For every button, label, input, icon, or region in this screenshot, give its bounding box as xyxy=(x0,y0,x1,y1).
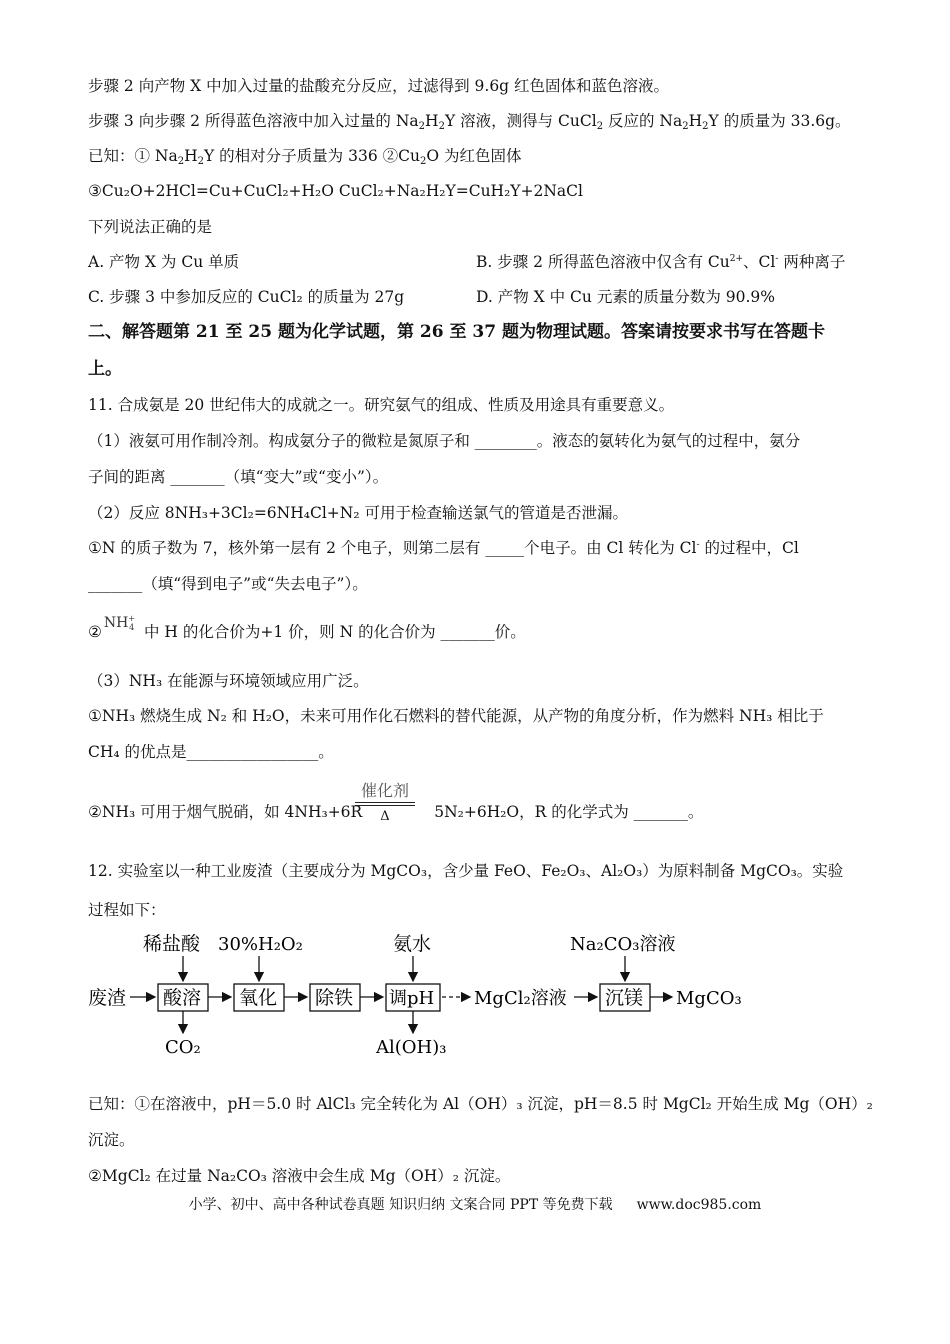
q12-stem-cont: 过程如下： xyxy=(88,901,166,919)
input-ammonia: 氨水 xyxy=(393,933,432,955)
known2-line1: 已知：①在溶液中，pH＝5.0 时 AlCl₃ 完全转化为 Al（OH）₃ 沉淀，pH＝8.5 时 MgCl₂ 开始生成 Mg（OH）₂ xyxy=(88,1095,873,1113)
process-flow-diagram xyxy=(0,925,950,1065)
q11-part1-cont: 子间的距离 _______（填“变大”或“变小”）。 xyxy=(88,468,389,486)
q12-stem: 12. 实验室以一种工业废渣（主要成分为 MgCO₃，含少量 FeO、Fe₂O₃、Al₂O₃）为原料制备 MgCO₃。实验 xyxy=(88,862,844,880)
flow-mid: MgCl₂溶液 xyxy=(474,988,567,1009)
option-b: B. 步骤 2 所得蓝色溶液中仅含有 $Cu^{2+}$、Cl- 两种离子 xyxy=(476,253,846,271)
input-na2co3: Na₂CO₃溶液 xyxy=(570,934,676,955)
line-known: 已知：① $Na_2H_2Y$ 的相对分子质量为 336 $②Cu_2O$ 为红色固体 xyxy=(88,147,522,167)
flow-box-iron-label: 除铁 xyxy=(315,987,354,1009)
line-ask: 下列说法正确的是 xyxy=(88,218,213,236)
ammonium-ion: NH + 4 xyxy=(103,614,136,632)
q11-part2-1-cont: _______（填“得到电子”或“失去电子”）。 xyxy=(88,575,368,593)
q11-part2: （2）反应 8NH₃+3Cl₂=6NH₄Cl+N₂ 可用于检查输送氯气的管道是否泄漏。 xyxy=(88,504,628,522)
q11-part3: （3）NH₃ 在能源与环境领域应用广泛。 xyxy=(88,672,369,690)
input-hcl: 稀盐酸 xyxy=(143,933,201,955)
section-heading: 二、解答题第 21 至 25 题为化学试题，第 26 至 37 题为物理试题。答案请按要求书写在答题卡 xyxy=(88,322,825,342)
catalyst-label: 催化剂 xyxy=(360,781,409,800)
line-step3: 步骤 3 向步骤 2 所得蓝色溶液中加入过量的 $Na_2H_2Y$ 溶液，测得与 CuCl$_2$ 反应的 $Na_2H_2Y$ 的质量为 33.6g。 xyxy=(88,112,851,132)
option-d: D. 产物 X 中 Cu 元素的质量分数为 90.9% xyxy=(476,288,775,306)
line-step2: 步骤 2 向产物 X 中加入过量的盐酸充分反应，过滤得到 9.6g 红色固体和蓝色溶液。 xyxy=(88,77,670,95)
flow-start: 废渣 xyxy=(88,987,127,1009)
page-footer xyxy=(0,1194,950,1214)
footer-text: 小学、初中、高中各种试卷真题 知识归纳 文案合同 PPT 等免费下载 xyxy=(188,1197,613,1213)
q11-stem: 11. 合成氨是 20 世纪伟大的成就之一。研究氨气的组成、性质及用途具有重要意义。 xyxy=(88,396,675,414)
equals-bar xyxy=(355,802,415,803)
output-co2: CO₂ xyxy=(165,1037,201,1058)
flow-box-oxidize-label: 氧化 xyxy=(239,987,278,1009)
q11-part2-2: ② NH + 4 中 H 的化合价为+1 价，则 N 的化合价为 _______价。 xyxy=(88,614,526,641)
flow-end: MgCO₃ xyxy=(676,988,742,1009)
q11-part3-2: ②NH₃ 可用于烟气脱硝，如 4NH₃+6R 5N₂+6H₂O，R 的化学式为 _______。 xyxy=(88,803,704,821)
known2-line3: ②MgCl₂ 在过量 Na₂CO₃ 溶液中会生成 Mg（OH）₂ 沉淀。 xyxy=(88,1167,511,1185)
output-aloh3: Al(OH)₃ xyxy=(376,1037,447,1058)
q11-part3-1: ①NH₃ 燃烧生成 N₂ 和 H₂O，未来可用作化石燃料的替代能源，从产物的角度分析，作为燃料 NH₃ 相比于 xyxy=(88,707,824,725)
heat-label: Δ xyxy=(380,809,390,824)
option-c: C. 步骤 3 中参加反应的 CuCl₂ 的质量为 27g xyxy=(88,288,405,306)
flow-box-mg-label: 沉镁 xyxy=(605,987,644,1009)
option-a: A. 产物 X 为 Cu 单质 xyxy=(88,253,240,271)
line-equations: ③Cu₂O+2HCl=Cu+CuCl₂+H₂O CuCl₂+Na₂H₂Y=CuH₂Y+2NaCl xyxy=(88,182,583,200)
q11-part3-1-cont: CH₄ 的优点是_________________。 xyxy=(88,743,334,761)
q11-part1: （1）液氨可用作制冷剂。构成氨分子的微粒是氮原子和 ________。液态的氨转化为氨气的过程中，氨分 xyxy=(88,432,801,450)
equals-bar xyxy=(355,805,415,806)
section-heading-cont: 上。 xyxy=(88,359,122,379)
catalyst-condition xyxy=(355,778,415,828)
footer-url[interactable]: www.doc985.com xyxy=(636,1197,762,1213)
q11-part2-1: ①N 的质子数为 7，核外第一层有 2 个电子，则第二层有 _____个电子。由 Cl 转化为 Cl- 的过程中，Cl xyxy=(88,539,799,557)
known2-line2: 沉淀。 xyxy=(88,1131,135,1149)
flow-box-acid-label: 酸溶 xyxy=(163,987,202,1009)
input-h2o2: 30%H₂O₂ xyxy=(218,934,303,955)
flow-box-ph-label: 调pH xyxy=(389,988,435,1009)
